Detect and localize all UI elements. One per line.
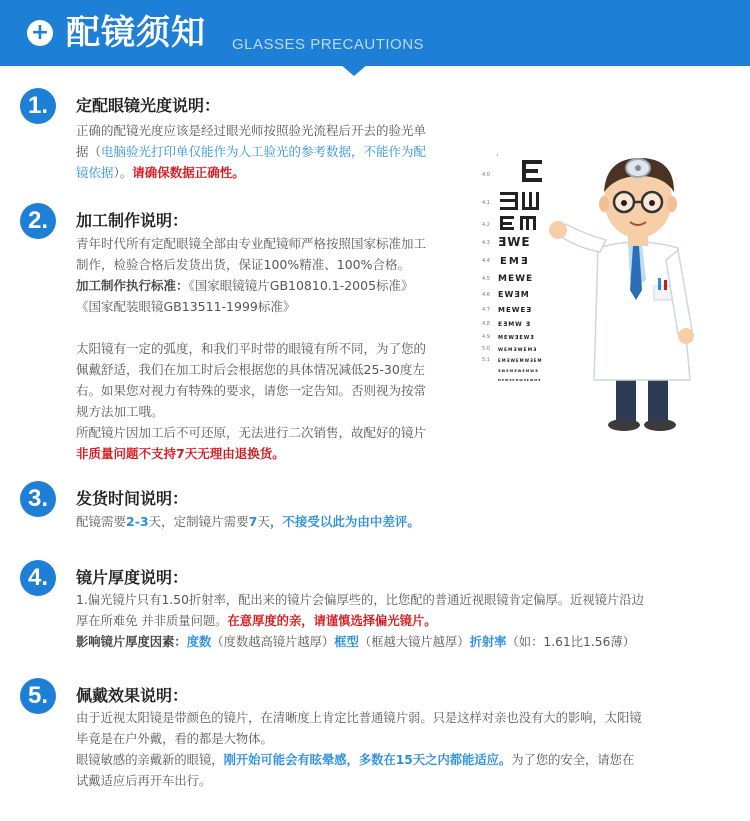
header-banner [0, 0, 750, 66]
svg-text:4.7: 4.7 [482, 307, 490, 313]
section-title: 佩戴效果说明： [76, 686, 189, 705]
text-line: 厚在所难免 并非质量问题。在意厚度的亲，请谨慎选择偏光镜片。 [76, 614, 437, 628]
svg-text:4.2: 4.2 [482, 222, 490, 228]
section-5 [20, 678, 740, 798]
spacer [76, 317, 466, 338]
text-line: 非质量问题不支持7天无理由退换货。 [76, 446, 285, 461]
svg-text:5.1: 5.1 [482, 357, 490, 363]
section-title: 加工制作说明： [76, 211, 189, 230]
section-number: 2. [20, 203, 56, 239]
text-line: 毕竟是在户外戴，看的都是大物体。 [76, 732, 273, 746]
illustration [478, 140, 738, 440]
svg-text:4.4: 4.4 [482, 258, 490, 264]
section-body [76, 233, 466, 464]
section-number: 3. [20, 481, 56, 517]
section-title: 定配眼镜光度说明： [76, 96, 221, 115]
section-number: 5. [20, 678, 56, 714]
text-line: 太阳镜有一定的弧度，和我们平时带的眼镜有所不同，为了您的 [76, 341, 427, 356]
text-line: 据（电脑验光打印单仅能作为人工验光的参考数据，不能作为配 [76, 144, 427, 159]
text-line: 所配镜片因加工后不可还原，无法进行二次销售，故配好的镜片 [76, 425, 427, 440]
section-body [76, 511, 716, 532]
section-2 [20, 203, 460, 461]
text-line: 1.偏光镜片只有1.50折射率，配出来的镜片会偏厚些的，比您配的普通近视眼镜肯定偏厚。近视镜片沿边 [76, 593, 644, 607]
text-line: 规方法加工哦。 [76, 404, 164, 419]
svg-text:4.3: 4.3 [482, 240, 490, 246]
text-line: 正确的配镜光度应该是经过眼光师按照验光流程后开去的验光单 [76, 123, 427, 138]
section-number: 4. [20, 560, 56, 596]
section-body [76, 590, 716, 653]
text-line: 加工制作执行标准：《国家眼镜镜片GB10810.1-2005标准》 [76, 278, 414, 293]
text-line: 制作，检验合格后发货出货，保证100%精准、100%合格。 [76, 257, 410, 272]
svg-text:4.8: 4.8 [482, 321, 490, 327]
eye-chart [482, 151, 542, 382]
text-line: 眼镜敏感的亲戴新的眼镜，刚开始可能会有眩晕感，多数在15天之内都能适应。为了您的安全，请您在 [76, 753, 635, 767]
section-title: 发货时间说明： [76, 489, 189, 508]
svg-text:MEWE: MEWE [498, 274, 534, 284]
text-line: 镜依据）。请确保数据正确性。 [76, 165, 245, 180]
svg-text:EƎMW Ǝ: EƎMW Ǝ [498, 321, 531, 328]
svg-text:MEWƎEMWƎEWMƎ: MEWƎEMWƎEWMƎ [498, 378, 542, 382]
text-line: 《国家配装眼镜GB13511-1999标准》 [76, 299, 296, 314]
section-body [76, 120, 466, 183]
svg-text:MEWƎEWƎ: MEWƎEWƎ [498, 335, 535, 341]
svg-text:5.0: 5.0 [482, 346, 490, 352]
text-line: 由于近视太阳镜是带颜色的镜片，在清晰度上肯定比普通镜片弱。只是这样对亲也没有大的影响，太阳镜 [76, 711, 642, 725]
svg-text:EMƎ: EMƎ [500, 256, 530, 267]
text-line: 试戴适应后再开车出行。 [76, 774, 212, 788]
svg-text:4.9: 4.9 [482, 334, 490, 340]
page-title: 配镜须知 [66, 13, 206, 53]
svg-text:EWƎM: EWƎM [498, 290, 530, 299]
text-line: 青年时代所有定配眼镜全部由专业配镜师严格按照国家标准加工 [76, 236, 427, 251]
text-line: 佩戴舒适，我们在加工时后会根据您的具体情况减低25-30度左 [76, 362, 425, 377]
text-line: 影响镜片厚度因素：度数（度数越高镜片越厚）框型（框越大镜片越厚）折射率（如：1.61比1.56薄） [76, 635, 636, 649]
section-number: 1. [20, 88, 56, 124]
section-1 [20, 88, 460, 178]
plus-icon: + [27, 20, 53, 46]
svg-text:4.5: 4.5 [482, 276, 490, 282]
text-line: 右。如果您对视力有特殊的要求，请您一定告知。否则视为按常 [76, 383, 427, 398]
svg-text:WEMƎWEMƎ: WEMƎWEMƎ [498, 348, 538, 353]
svg-text:MEWEƎ: MEWEƎ [498, 306, 533, 314]
section-body [76, 708, 716, 792]
section-3 [20, 481, 720, 531]
text-line: 配镜需要2-3天，定制镜片需要7天，不接受以此为由中差评。 [76, 514, 420, 529]
doctor-icon [549, 158, 694, 431]
section-4 [20, 560, 740, 660]
eye-chart-doctor-illustration [478, 140, 738, 440]
svg-text:4.0: 4.0 [482, 172, 490, 178]
svg-text:EMƎWEMWƎEM: EMƎWEMWƎEM [498, 358, 543, 363]
eye-chart-label: · [496, 151, 499, 160]
svg-text:4.1: 4.1 [482, 200, 490, 206]
page-subtitle: GLASSES PRECAUTIONS [232, 36, 425, 53]
svg-text:4.6: 4.6 [482, 292, 490, 298]
svg-text:ƎWEMƎWEMWƎ: ƎWEMƎWEMWƎ [498, 369, 539, 373]
section-title: 镜片厚度说明： [76, 568, 189, 587]
banner-notch [340, 64, 368, 76]
svg-text:ƎWE: ƎWE [498, 235, 531, 249]
